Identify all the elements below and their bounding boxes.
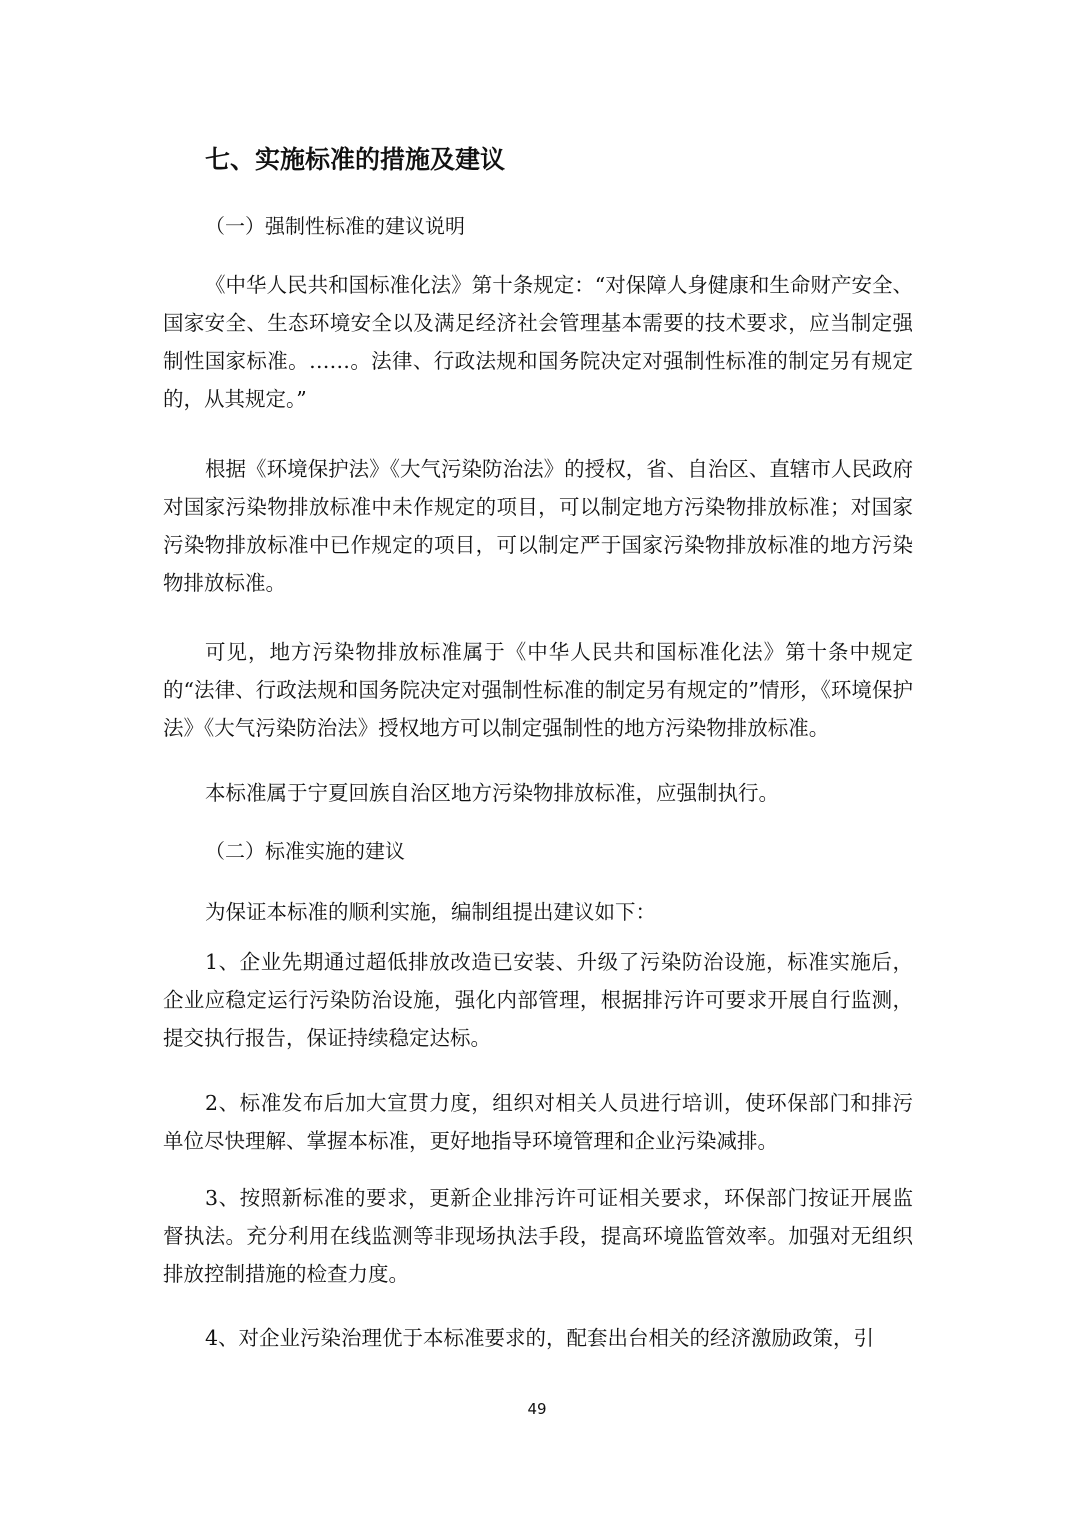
paragraph-text: 为保证本标准的顺利实施，编制组提出建议如下： <box>205 900 656 924</box>
paragraph-text: 3、按照新标准的要求，更新企业排污许可证相关要求，环保部门按证开展监督执法。充分利用在线监测等非现场执法手段，提高环境监管效率。加强对无组织排放控制措施的检查力度。 <box>163 1186 913 1286</box>
paragraph-text: 2、标准发布后加大宣贯力度，组织对相关人员进行培训，使环保部门和排污单位尽快理解、掌握本标准，更好地指导环境管理和企业污染减排。 <box>163 1091 913 1153</box>
subsection-title-mandatory-standard: （一）强制性标准的建议说明 <box>205 214 465 238</box>
paragraph-intro-suggestions <box>163 893 913 931</box>
paragraph-local-standard-nature <box>163 633 913 747</box>
paragraph-mandatory-execution <box>163 774 913 812</box>
paragraph-text: 可见，地方污染物排放标准属于《中华人民共和国标准化法》第十条中规定的“法律、行政法规和国务院决定对强制性标准的制定另有规定的”情形，《环境保护法》《大气污染防治法》授权地方可以制定强制性的地方污染物排放标准。 <box>163 640 913 740</box>
section-title: 七、实施标准的措施及建议 <box>205 145 506 174</box>
page-number: 49 <box>527 1400 547 1418</box>
paragraph-text: 本标准属于宁夏回族自治区地方污染物排放标准，应强制执行。 <box>205 781 779 805</box>
subsection-title-implementation: （二）标准实施的建议 <box>205 839 405 863</box>
list-item-suggestion-1 <box>163 943 913 1057</box>
paragraph-text: 1、企业先期通过超低排放改造已安装、升级了污染防治设施，标准实施后，企业应稳定运行污染防治设施，强化内部管理，根据排污许可要求开展自行监测，提交执行报告，保证持续稳定达标。 <box>163 950 913 1050</box>
paragraph-text: 《中华人民共和国标准化法》第十条规定：“对保障人身健康和生命财产安全、国家安全、生态环境安全以及满足经济社会管理基本需要的技术要求，应当制定强制性国家标准。……。法律、行政法规和国务院决定对强制性标准的制定另有规定的，从其规定。” <box>163 273 913 411</box>
paragraph-text: 4、对企业污染治理优于本标准要求的，配套出台相关的经济激励政策，引 <box>205 1326 875 1350</box>
list-item-suggestion-4 <box>163 1319 913 1357</box>
paragraph-text: 根据《环境保护法》《大气污染防治法》的授权，省、自治区、直辖市人民政府对国家污染物排放标准中未作规定的项目，可以制定地方污染物排放标准；对国家污染物排放标准中已作规定的项目，可以制定严于国家污染物排放标准的地方污染物排放标准。 <box>163 457 913 595</box>
paragraph-standardization-law <box>163 266 913 418</box>
list-item-suggestion-3 <box>163 1179 913 1293</box>
paragraph-authorization <box>163 450 913 602</box>
list-item-suggestion-2 <box>163 1084 913 1160</box>
